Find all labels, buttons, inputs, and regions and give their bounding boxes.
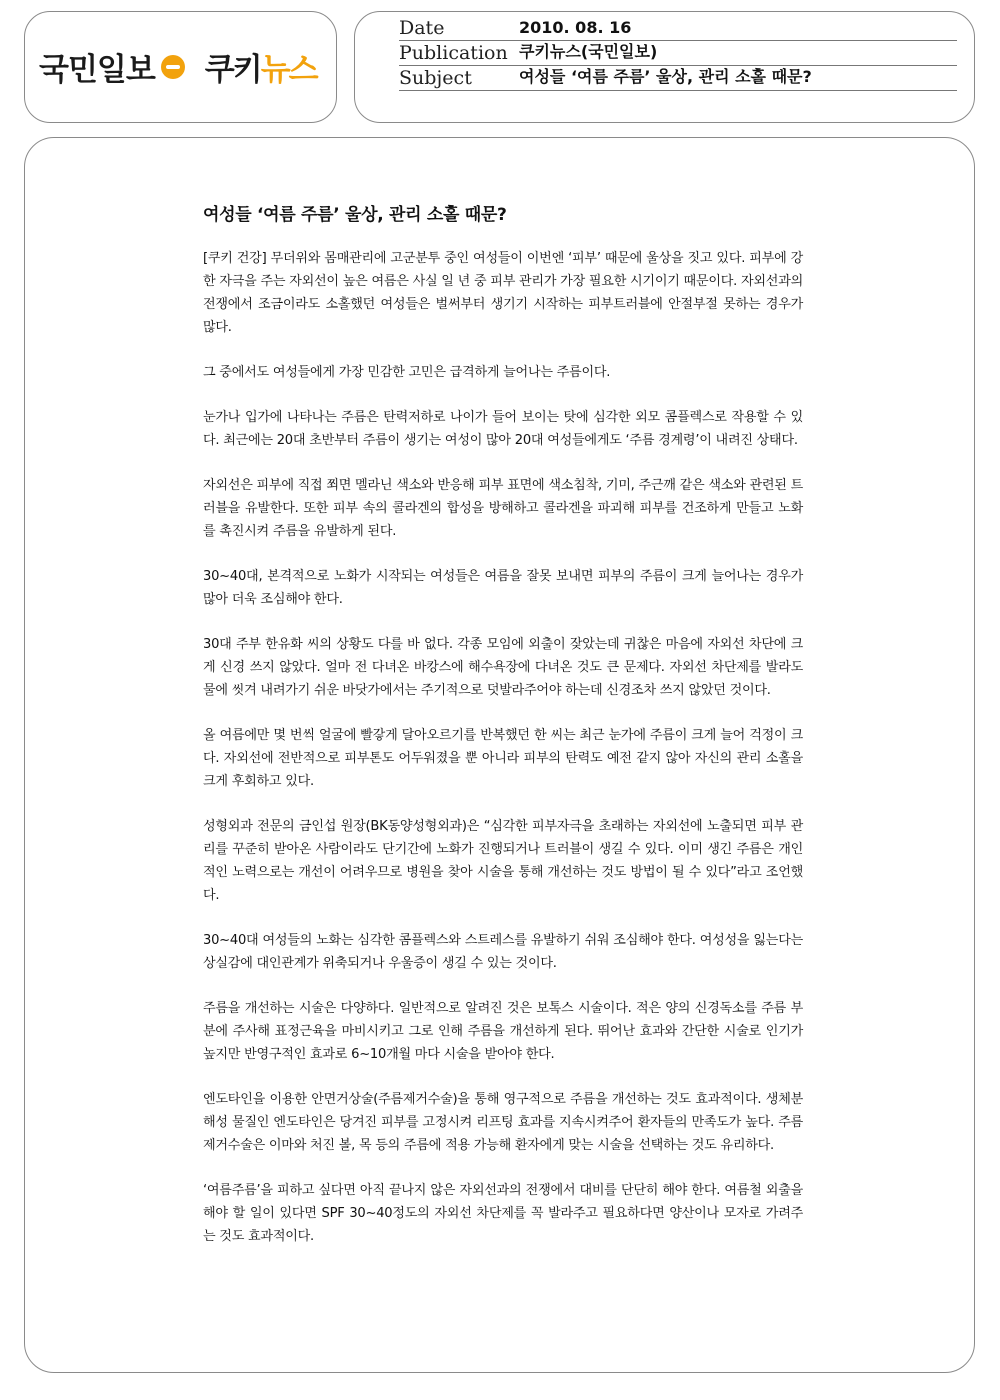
date-label: Date — [399, 17, 445, 39]
publication-value: 쿠키뉴스(국민일보) — [519, 42, 658, 61]
kmib-logo-text: 국민일보 — [39, 52, 155, 88]
article-paragraph: 올 여름에만 몇 번씩 얼굴에 빨갛게 달아오르기를 반복했던 한 씨는 최근 눈가에 주름이 크게 늘어 걱정이 크다. 자외선에 전반적으로 피부톤도 어두워졌을 뿐 아니라 피부의 탄력도 예전 같지 않아 자신의 관리 소홀을 크게 후회하고 있다. — [203, 728, 803, 789]
publication-row — [399, 40, 957, 66]
date-value: 2010. 08. 16 — [519, 18, 632, 37]
article-paragraph: 그 중에서도 여성들에게 가장 민감한 고민은 급격하게 늘어나는 주름이다. — [203, 365, 611, 380]
kukinews-logo — [205, 44, 317, 89]
article-body — [203, 200, 803, 1270]
subject-value: 여성들 ‘여름 주름’ 울상, 관리 소홀 때문? — [519, 67, 812, 86]
article-paragraph: 30~40대 여성들의 노화는 심각한 콤플렉스와 스트레스를 유발하기 쉬워 조심해야 한다. 여성성을 잃는다는 상실감에 대인관계가 위축되거나 우울증이 생길 수 있는 것이다. — [203, 933, 803, 971]
article-paragraph: 눈가나 입가에 나타나는 주름은 탄력저하로 나이가 들어 보이는 탓에 심각한 외모 콤플렉스로 작용할 수 있다. 최근에는 20대 초반부터 주름이 생기는 여성이 많아 20대 여성들에게도 ‘주름 경계령’이 내려진 상태다. — [203, 410, 803, 448]
kukinews-logo-news: 뉴스 — [260, 52, 317, 88]
logo-panel — [24, 11, 337, 123]
subject-row — [399, 65, 957, 91]
article-paragraph: 성형외과 전문의 금인섭 원장(BK동양성형외과)은 “심각한 피부자극을 초래하는 자외선에 노출되면 피부 관리를 꾸준히 받아온 사람이라도 단기간에 노화가 진행되거나 트러블이 생길 수 있다. 이미 생긴 주름은 개인적인 노력으로는 개선이 어려우므로 병원을 찾아 시술을 통해 개선하는 것도 방법이 될 수 있다”라고 조언했다. — [203, 819, 803, 903]
article-paragraph: 주름을 개선하는 시술은 다양하다. 일반적으로 알려진 것은 보톡스 시술이다. 적은 양의 신경독소를 주름 부분에 주사해 표정근육을 마비시키고 그로 인해 주름을 개선하게 된다. 뛰어난 효과와 간단한 시술로 인기가 높지만 반영구적인 효과로 6~10개월 마다 시술을 받아야 한다. — [203, 1001, 803, 1062]
article-paragraph: 30대 주부 한유화 씨의 상황도 다를 바 없다. 각종 모임에 외출이 잦았는데 귀찮은 마음에 자외선 차단에 크게 신경 쓰지 않았다. 얼마 전 다녀온 바캉스에 해수욕장에 다녀온 것도 큰 문제다. 자외선 차단제를 발라도 물에 씻겨 내려가기 쉬운 바닷가에서는 주기적으로 덧발라주어야 하는데 신경조차 쓰지 않았던 것이다. — [203, 637, 803, 698]
publisher-logo — [39, 44, 317, 89]
kukinews-logo-kuki: 쿠키 — [204, 52, 261, 88]
subject-label: Subject — [399, 67, 472, 89]
article-paragraph: ‘여름주름’을 피하고 싶다면 아직 끝나지 않은 자외선과의 전쟁에서 대비를 단단히 해야 한다. 여름철 외출을 해야 할 일이 있다면 SPF 30~40정도의 자외선 차단제를 꼭 발라주고 필요하다면 양산이나 모자로 가려주는 것도 효과적이다. — [203, 1183, 803, 1244]
article-paragraph: [쿠키 건강] 무더위와 몸매관리에 고군분투 중인 여성들이 이번엔 ‘피부’ 때문에 울상을 짓고 있다. 피부에 강한 자극을 주는 자외선이 높은 여름은 사실 일 년 중 피부 관리가 가장 필요한 시기이기 때문이다. 자외선과의 전쟁에서 조금이라도 소홀했던 여성들은 벌써부터 생기기 시작하는 피부트러블에 안절부절 못하는 경우가 많다. — [203, 251, 803, 335]
date-row — [399, 15, 957, 41]
article-paragraph: 자외선은 피부에 직접 쬐면 멜라닌 색소와 반응해 피부 표면에 색소침착, 기미, 주근깨 같은 색소와 관련된 트러블을 유발한다. 또한 피부 속의 콜라겐의 합성을 방해하고 콜라겐을 파괴해 피부를 건조하게 만들고 노화를 촉진시켜 주름을 유발하게 된다. — [203, 478, 803, 539]
article-paragraph: 엔도타인을 이용한 안면거상술(주름제거수술)을 통해 영구적으로 주름을 개선하는 것도 효과적이다. 생체분해성 물질인 엔도타인은 당겨진 피부를 고정시켜 리프팅 효과를 지속시켜주어 환자들의 만족도가 높다. 주름제거수술은 이마와 처진 볼, 목 등의 주름에 적용 가능해 환자에게 맞는 시술을 선택하는 것도 유리하다. — [203, 1092, 803, 1153]
article-paragraph: 30~40대, 본격적으로 노화가 시작되는 여성들은 여름을 잘못 보내면 피부의 주름이 크게 늘어나는 경우가 많아 더욱 조심해야 한다. — [203, 569, 803, 607]
publication-label: Publication — [399, 42, 508, 64]
metadata-panel — [354, 11, 975, 123]
kmib-emblem-icon — [161, 55, 185, 79]
article-title: 여성들 ‘여름 주름’ 울상, 관리 소홀 때문? — [203, 205, 507, 225]
